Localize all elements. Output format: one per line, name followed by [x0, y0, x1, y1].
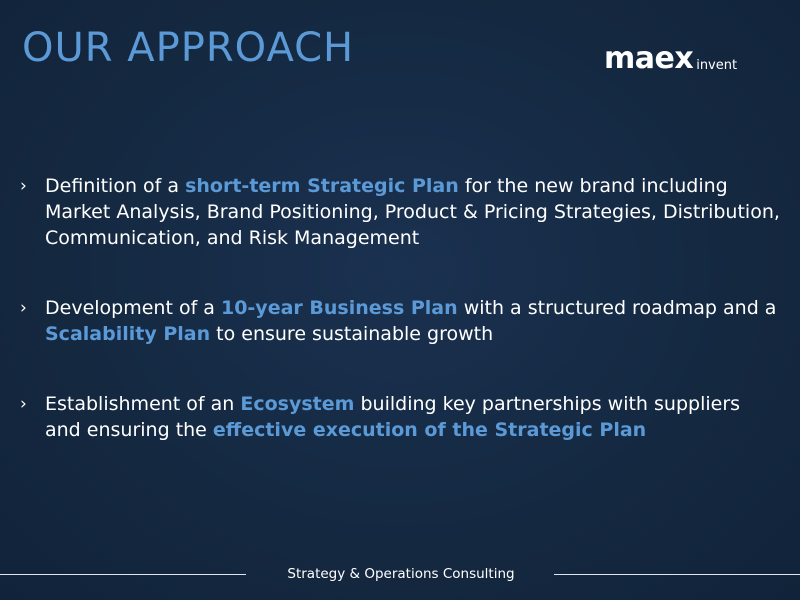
footer-divider-left — [0, 574, 246, 575]
chevron-right-icon: › — [20, 298, 27, 318]
bullet-item-strategic-plan — [20, 173, 780, 251]
slide-title: OUR APPROACH — [22, 25, 355, 71]
bullet-text: for the new brand including Market Analysis, Brand Positioning, Product & Pricing Strategies, Distribution, Communication, and Risk Management — [45, 175, 780, 249]
bullet-highlight: 10-year Business Plan — [220, 297, 458, 319]
bullet-item-ecosystem — [20, 391, 780, 443]
bullet-text: Establishment of an — [45, 393, 241, 415]
chevron-right-icon: › — [20, 394, 27, 414]
bullet-highlight: Scalability Plan — [45, 323, 211, 345]
bullet-text: to ensure sustainable growth — [210, 323, 494, 345]
bullet-item-business-plan — [20, 295, 780, 347]
bullet-text: Definition of a — [45, 175, 186, 197]
bullet-text: building key partnerships with suppliers and ensuring the — [45, 393, 741, 441]
maex-invent-logo — [604, 34, 737, 74]
bullet-text: with a structured roadmap and a — [457, 297, 777, 319]
chevron-right-icon: › — [20, 176, 27, 196]
bullet-highlight: short-term Strategic Plan — [185, 175, 459, 197]
bullet-text: Development of a — [45, 297, 221, 319]
approach-bullet-list — [20, 173, 780, 487]
footer — [0, 562, 800, 586]
bullet-highlight: effective execution of the Strategic Plan — [212, 419, 647, 441]
logo-wordmark: maex — [604, 41, 694, 76]
footer-caption: Strategy & Operations Consulting — [287, 566, 515, 582]
logo-subtext: invent — [696, 58, 738, 73]
bullet-highlight: Ecosystem — [240, 393, 355, 415]
footer-divider-right — [554, 574, 800, 575]
